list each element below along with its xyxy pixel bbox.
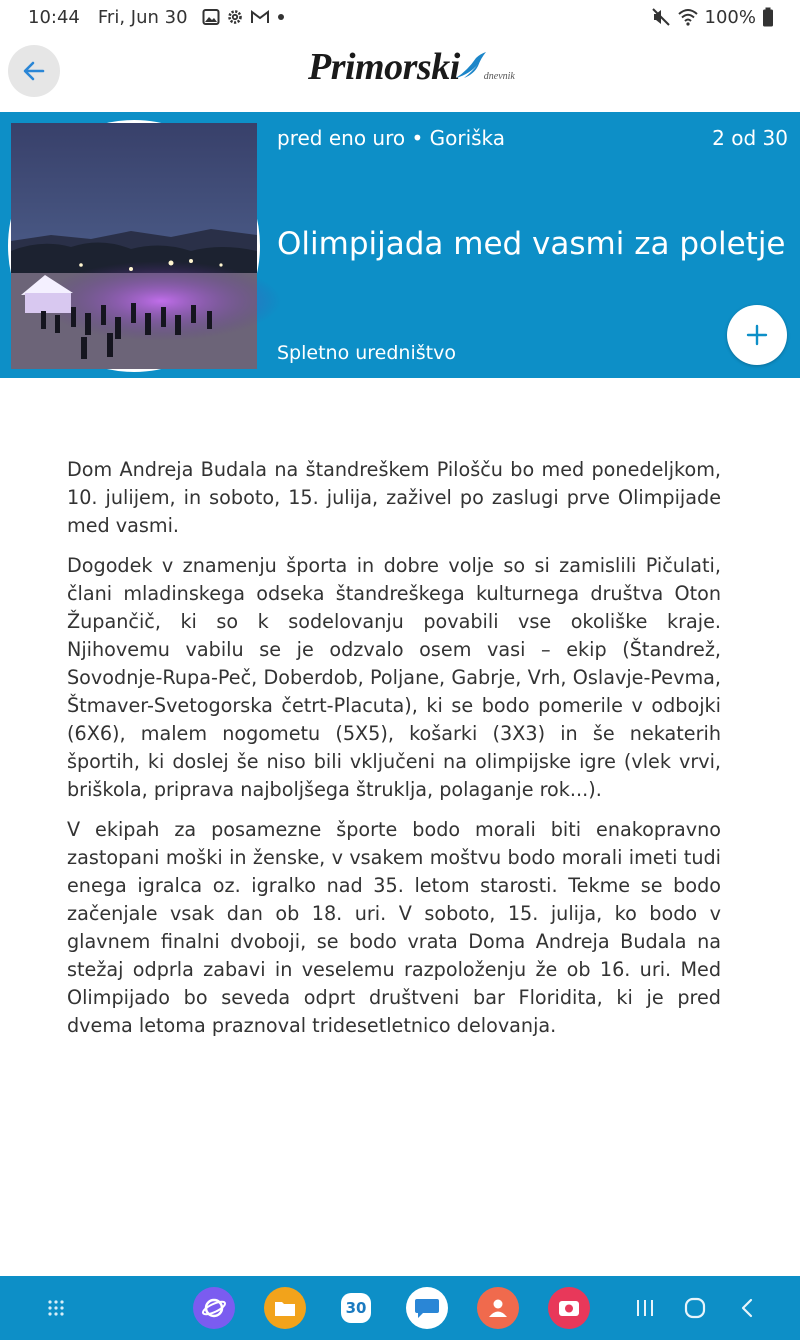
dot-icon	[276, 12, 286, 22]
article-counter: 2 od 30	[712, 126, 788, 150]
logo	[308, 48, 515, 86]
status-bar	[0, 0, 800, 34]
article-paragraph: Dogodek v znamenju športa in dobre volje so si zamislili Pičulati, člani mladinskega odseka štandreškega kulturnega društva Oton Župančič, ki so k sodelovanju povabili vse okoliške kraje. Njihovemu vabilu se je odzvalo osem vasi – ekip (Štandrež, Sovodnje-Rupa-Peč, Doberdob, Poljane, Gabrje, Vrh, Oslavje-Pevma, Štmaver-Svetogorska četrt-Placuta), ki se bodo pomerile v odbojki (6X6), malem nogometu (5X5), košarki (3X3) in še nekaterih športih, ki doslej še niso bili vključeni na olimpijske igre (vlek vrvi, briškola, priprava najboljšega štruklja, polaganje rok...).	[67, 554, 721, 801]
apps-grid-button[interactable]	[36, 1276, 76, 1340]
camera-icon	[548, 1287, 590, 1329]
arrow-left-icon	[21, 58, 47, 84]
recents-icon	[634, 1297, 656, 1319]
plus-icon	[745, 323, 769, 347]
chevron-left-icon	[737, 1297, 757, 1319]
folder-icon	[264, 1287, 306, 1329]
calendar-icon	[341, 1293, 371, 1323]
back-button[interactable]	[8, 45, 60, 97]
status-time: 10:44	[28, 6, 80, 28]
contacts-icon	[477, 1287, 519, 1329]
messages-app[interactable]	[406, 1276, 448, 1340]
recent-apps-button[interactable]	[630, 1276, 660, 1340]
article-headline: Olimpijada med vasmi za poletje	[277, 226, 786, 262]
article-body	[67, 456, 721, 1052]
article-paragraph: Dom Andreja Budala na štandreškem Pilošču bo med ponedeljkom, 10. julijem, in soboto, 15. julija, zaživel po zaslugi prve Olimpijade med vasmi.	[67, 458, 721, 537]
article-meta: pred eno uro • Goriška	[277, 126, 506, 150]
gallery-icon	[202, 8, 220, 26]
logo-subtext: dnevnik	[483, 71, 515, 82]
battery-percent: 100%	[704, 6, 756, 28]
logo-text: Primorski	[308, 46, 460, 88]
contacts-app[interactable]	[477, 1276, 519, 1340]
navigation-bar	[0, 1276, 800, 1340]
apps-grid-icon	[46, 1298, 66, 1318]
mute-icon	[651, 7, 671, 27]
gmail-icon	[250, 9, 270, 25]
article-banner	[0, 112, 800, 378]
status-date: Fri, Jun 30	[97, 6, 188, 28]
bird-logo-icon	[454, 50, 488, 84]
article-photo	[11, 123, 257, 369]
internet-app[interactable]	[193, 1276, 235, 1340]
status-right	[651, 0, 774, 34]
files-app[interactable]	[264, 1276, 306, 1340]
battery-icon	[762, 7, 774, 27]
article-author: Spletno uredništvo	[277, 342, 456, 364]
wifi-icon	[677, 7, 699, 27]
home-button[interactable]	[680, 1276, 710, 1340]
camera-app[interactable]	[548, 1276, 590, 1340]
messages-icon	[406, 1287, 448, 1329]
settings-icon	[226, 8, 244, 26]
home-icon	[683, 1296, 707, 1320]
calendar-app[interactable]	[335, 1276, 377, 1340]
add-button[interactable]	[727, 305, 787, 365]
system-back-button[interactable]	[732, 1276, 762, 1340]
app-header	[0, 34, 800, 112]
calendar-day: 30	[345, 1299, 367, 1317]
internet-icon	[193, 1287, 235, 1329]
article-image[interactable]	[8, 120, 260, 372]
article-paragraph: V ekipah za posamezne športe bodo morali biti enakopravno zastopani moški in ženske, v vsakem moštvu bodo morali imeti tudi enega igralca oz. igralko nad 35. letom starosti. Tekme se bodo začenjale vsak dan ob 18. uri. V soboto, 15. julija, ko bodo v glavnem finalni dvoboji, se bodo vrata Doma Andreja Budala na stežaj odprla zabavi in veselemu razpoloženju že ob 16. uri. Med Olimpijado bo seveda odprt društveni bar Floridita, ki je pred dvema letoma praznoval tridesetletnico delovanja.	[67, 818, 721, 1037]
notification-icons	[202, 8, 286, 26]
